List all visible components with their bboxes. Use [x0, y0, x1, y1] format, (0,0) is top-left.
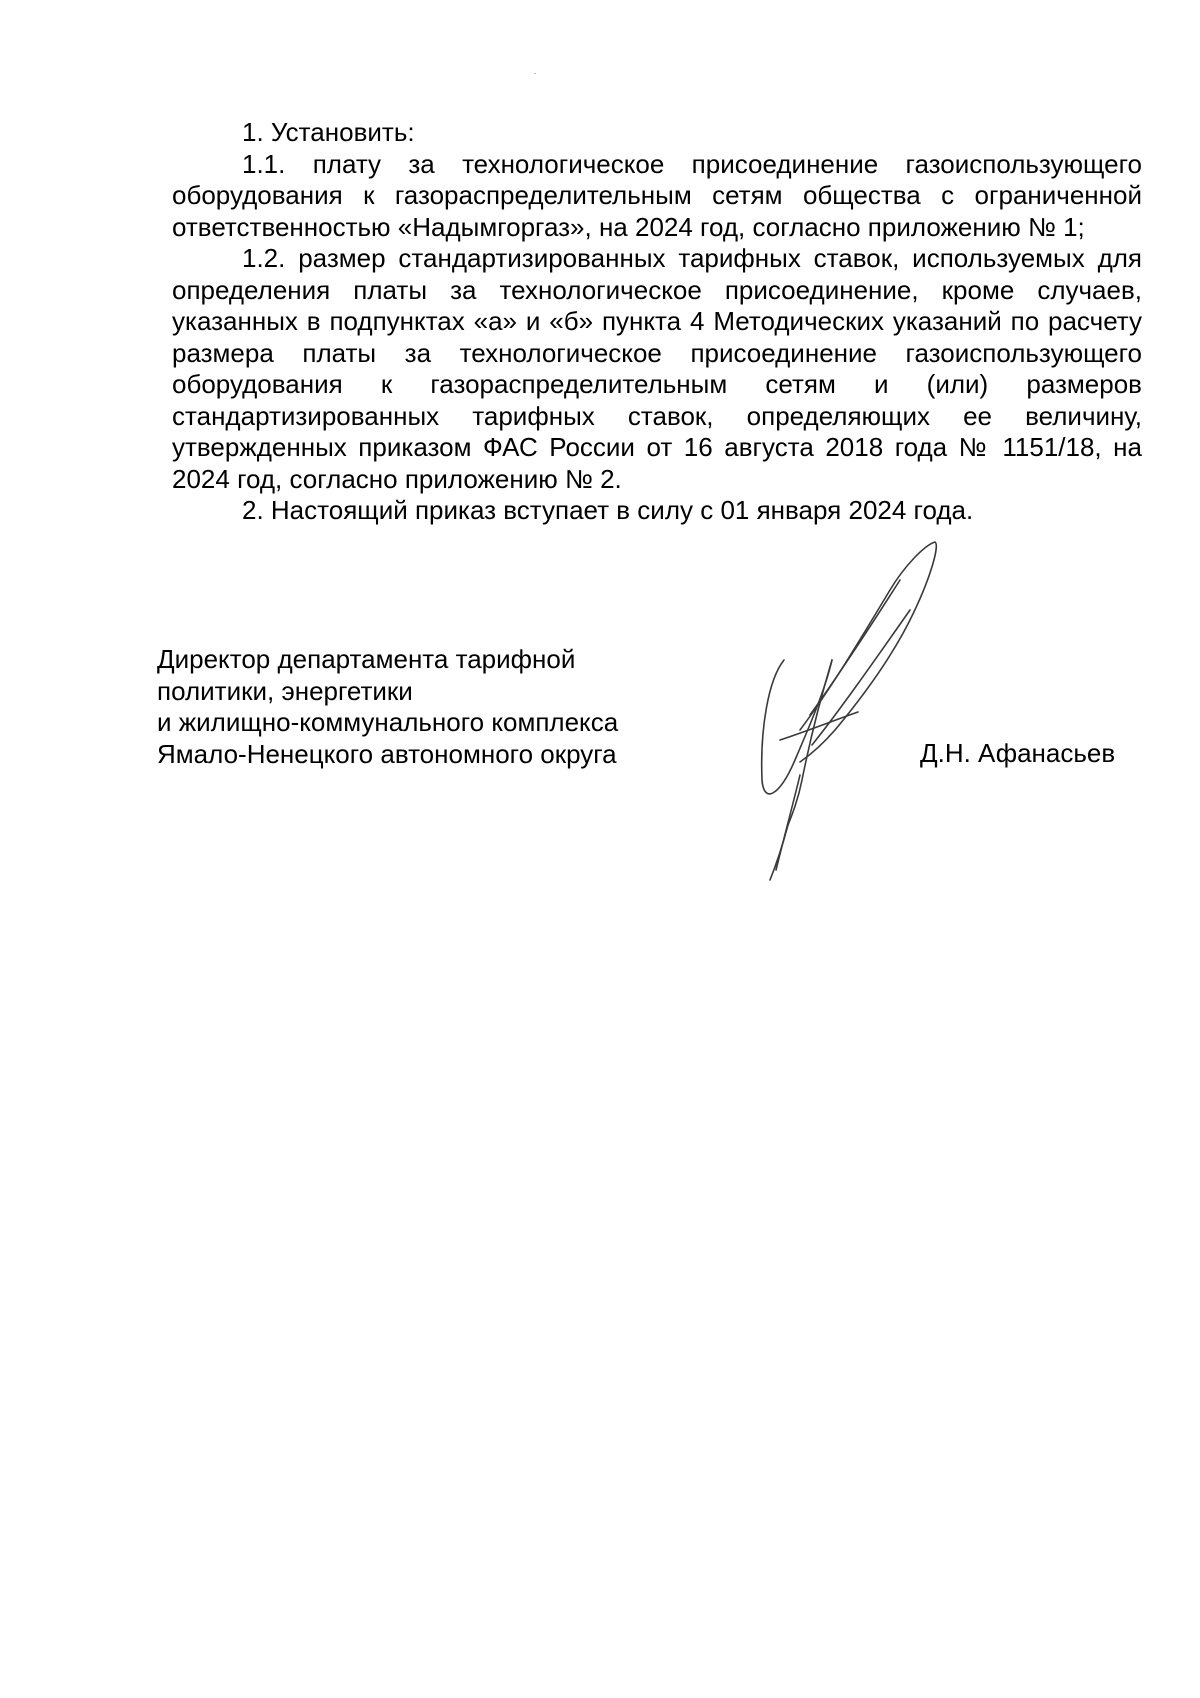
paragraph-1: 1. Установить: [242, 117, 415, 147]
signatory-title [157, 644, 618, 770]
paragraph-1-2: 1.2. размер стандартизированных тарифных ставок, используемых для определения платы за технологическое присоединение, кроме случаев, указанных в подпунктах «а» и «б» пункта 4 Методических указаний по расчету размера платы за технологическое присоединение газоиспользующего оборудования к газораспределительным сетям и (или) размеров стандартизированных тарифных ставок, определяющих ее величину, утвержденных приказом ФАС России от 16 августа 2018 года № 1151/18, на 2024 год, согласно приложению № 2. [172, 243, 1142, 494]
signatory-title-line: и жилищно-коммунального комплекса [157, 707, 619, 737]
order-body [172, 117, 1142, 527]
signatory-name: Д.Н. Афанасьев [920, 738, 1116, 768]
paragraph-2: 2. Настоящий приказ вступает в силу с 01 января 2024 года. [242, 495, 974, 525]
signatory-title-line: Ямало-Ненецкого автономного округа [157, 738, 617, 769]
scan-speck [534, 73, 536, 74]
signatory-title-line: политики, энергетики [157, 675, 413, 706]
signatory-title-line: Директор департамента тарифной [157, 644, 576, 674]
handwritten-signature [740, 540, 980, 900]
paragraph-1-1: 1.1. плату за технологическое присоединение газоиспользующего оборудования к газораспределительным сетям общества с ограниченной ответственностью «Надымгоргаз», на 2024 год, согласно приложению № 1; [172, 148, 1142, 242]
